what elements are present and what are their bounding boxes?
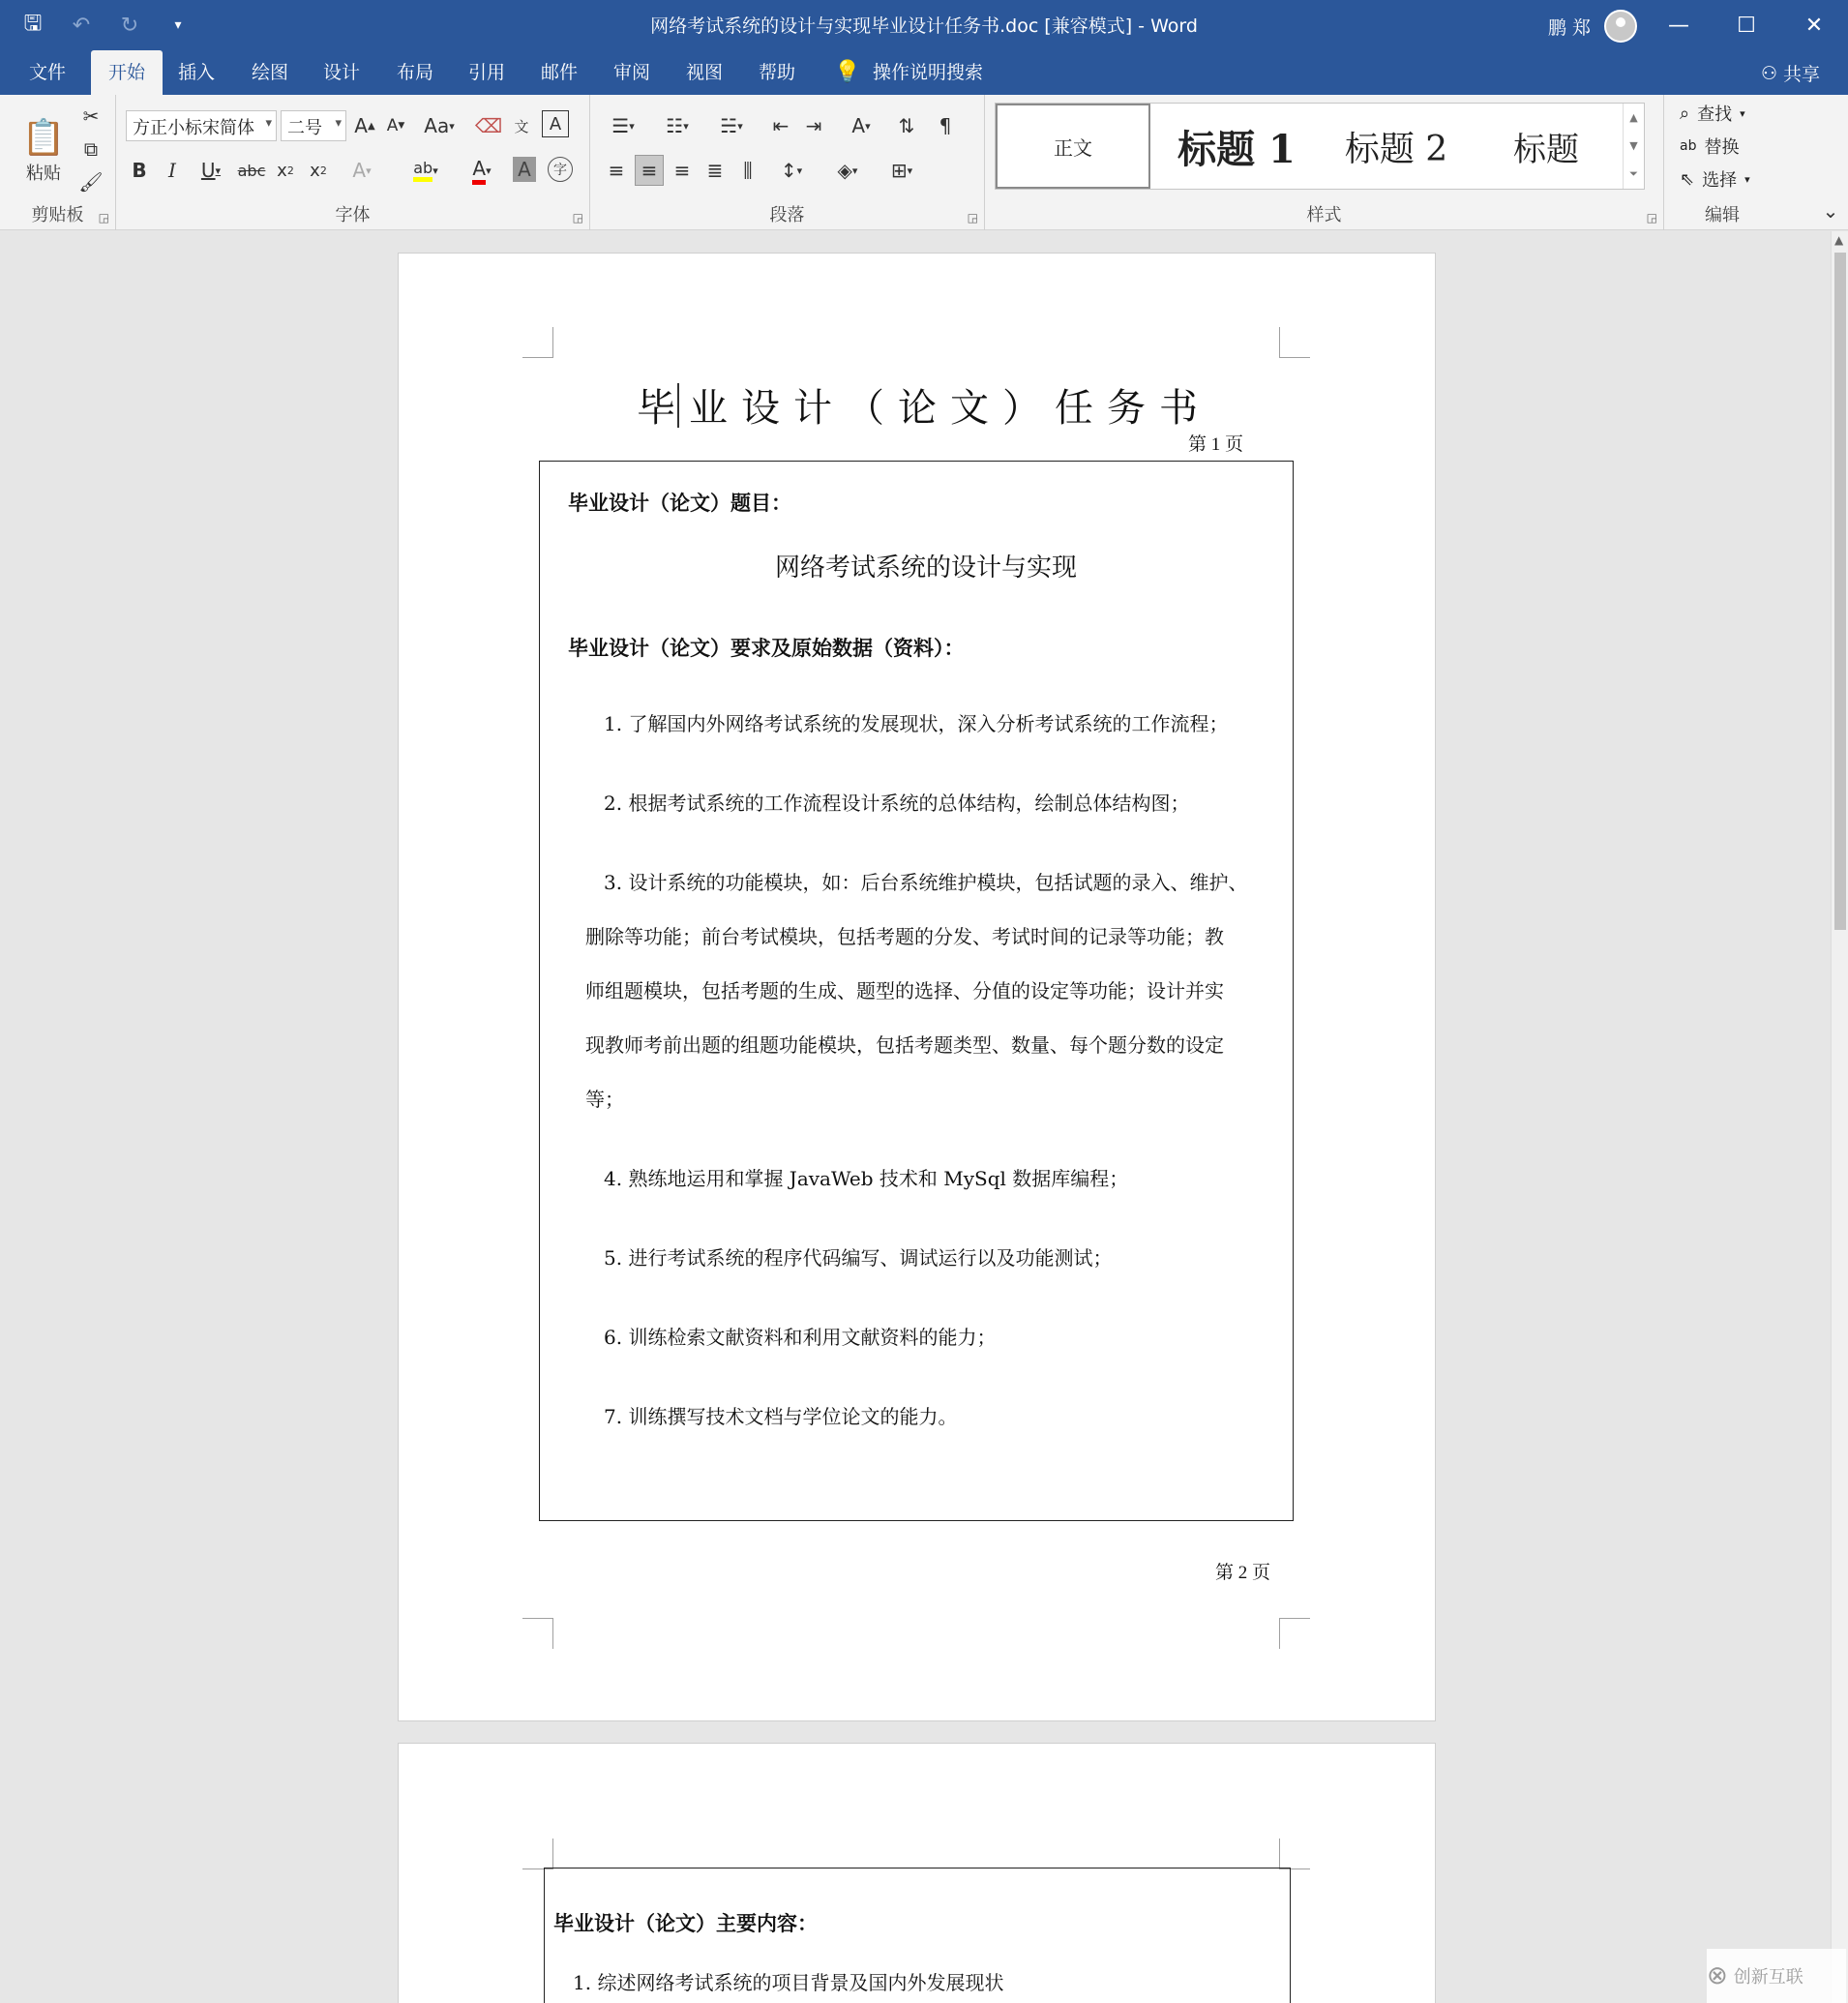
tab-insert[interactable]: 插入 bbox=[178, 62, 216, 83]
user-account[interactable] bbox=[1548, 10, 1637, 43]
decrease-indent-icon[interactable]: ⇤ bbox=[772, 114, 790, 137]
cut-icon[interactable]: ✂ bbox=[82, 105, 100, 128]
requirements-heading: 毕业设计（论文）要求及原始数据（资料）： bbox=[568, 637, 965, 660]
scroll-down-icon[interactable]: ▼ bbox=[1629, 139, 1638, 152]
strikethrough-icon[interactable]: abc bbox=[237, 161, 266, 180]
replace-icon: ab bbox=[1680, 138, 1697, 154]
align-left-icon[interactable]: ≡ bbox=[608, 159, 625, 182]
tab-draw[interactable]: 绘图 bbox=[252, 62, 289, 83]
replace-label: 替换 bbox=[1704, 137, 1740, 158]
crop-mark bbox=[522, 1618, 553, 1649]
find-button[interactable]: ⌕ 查找 ▾ bbox=[1680, 101, 1745, 126]
tell-me-search[interactable]: 操作说明搜索 bbox=[873, 62, 984, 83]
requirement-item: 6. 训练检索文献资料和利用文献资料的能力； bbox=[604, 1326, 997, 1349]
copy-icon[interactable]: ⧉ bbox=[83, 137, 99, 161]
dialog-launcher-icon[interactable]: ◲ bbox=[967, 211, 978, 224]
crop-mark bbox=[522, 1839, 553, 1869]
scroll-up-icon[interactable]: ▲ bbox=[1834, 233, 1844, 247]
ribbon-tabs bbox=[0, 50, 1848, 95]
tab-layout[interactable]: 布局 bbox=[397, 62, 434, 83]
style-heading-1[interactable]: 标题 1 bbox=[1177, 126, 1296, 172]
requirement-item: 删除等功能；前台考试模块，包括考题的分发、考试时间的记录等功能；教 bbox=[585, 925, 1224, 948]
tab-help[interactable]: 帮助 bbox=[759, 62, 796, 83]
find-label: 查找 bbox=[1697, 105, 1733, 125]
search-icon: ⌕ bbox=[1680, 103, 1690, 124]
share-label: 共享 bbox=[1783, 64, 1821, 85]
increase-indent-icon[interactable]: ⇥ bbox=[805, 114, 822, 137]
watermark-logo bbox=[1707, 1949, 1846, 2003]
tab-home[interactable]: 开始 bbox=[91, 50, 163, 95]
vertical-scrollbar[interactable] bbox=[1831, 231, 1848, 2003]
requirement-item: 1. 了解国内外网络考试系统的发展现状，深入分析考试系统的工作流程； bbox=[604, 712, 1229, 735]
phonetic-guide-icon[interactable]: 文 bbox=[514, 117, 529, 135]
line-spacing-icon[interactable]: ↕ ▾ bbox=[780, 159, 803, 182]
subscript-icon[interactable]: x 2 bbox=[277, 160, 294, 181]
paste-label: 粘贴 bbox=[26, 164, 61, 184]
format-painter-icon[interactable]: 🖌 bbox=[78, 170, 104, 194]
style-title[interactable]: 标题 bbox=[1513, 130, 1579, 169]
numbering-icon[interactable]: ☷ ▾ bbox=[666, 114, 689, 137]
dialog-launcher-icon[interactable]: ◲ bbox=[98, 211, 109, 224]
save-icon[interactable]: 🖫 bbox=[23, 12, 43, 36]
scrollbar-thumb[interactable] bbox=[1834, 253, 1846, 930]
font-name-combo[interactable]: 方正小标宋简体 ▾ bbox=[126, 110, 277, 141]
clipboard-group bbox=[0, 95, 116, 230]
asian-layout-icon[interactable]: A ▾ bbox=[851, 114, 871, 137]
editing-label: 编辑 bbox=[1705, 205, 1740, 225]
watermark-text: 创新互联 bbox=[1733, 1967, 1803, 1988]
show-marks-icon[interactable]: ¶ bbox=[939, 114, 952, 137]
redo-icon[interactable]: ↻ bbox=[120, 13, 139, 38]
share-button[interactable] bbox=[1761, 60, 1820, 86]
window-controls bbox=[1645, 0, 1848, 50]
gallery-scroll[interactable] bbox=[1623, 104, 1644, 189]
more-styles-icon[interactable]: ⏷ bbox=[1629, 167, 1638, 180]
character-shading-icon[interactable]: A bbox=[513, 157, 536, 182]
font-size-combo[interactable]: 二号 ▾ bbox=[281, 110, 346, 141]
crop-mark bbox=[1279, 1618, 1310, 1649]
font-group bbox=[116, 95, 590, 230]
bold-icon[interactable]: B bbox=[132, 159, 147, 182]
bullets-icon[interactable]: ☰ ▾ bbox=[611, 114, 635, 137]
character-border-icon[interactable]: A bbox=[542, 110, 569, 137]
tab-mailings[interactable]: 邮件 bbox=[541, 62, 579, 83]
crop-mark bbox=[1279, 1839, 1310, 1869]
grow-font-icon[interactable]: A ▲ bbox=[354, 114, 375, 137]
thesis-topic: 网络考试系统的设计与实现 bbox=[774, 553, 1077, 583]
person-icon: ⚇ bbox=[1761, 62, 1778, 84]
minimize-icon[interactable]: — bbox=[1668, 13, 1689, 38]
requirement-item: 3. 设计系统的功能模块，如：后台系统维护模块，包括试题的录入、维护、 bbox=[604, 871, 1248, 894]
text-effects-icon[interactable]: A ▾ bbox=[352, 159, 372, 182]
requirement-item: 4. 熟练地运用和掌握 JavaWeb 技术和 MySql 数据库编程； bbox=[604, 1167, 1129, 1190]
tab-references[interactable]: 引用 bbox=[468, 62, 506, 83]
dialog-launcher-icon[interactable]: ◲ bbox=[572, 211, 583, 224]
change-case-button[interactable]: Aa ▾ bbox=[424, 114, 455, 137]
highlight-icon[interactable]: ab ▾ bbox=[404, 155, 447, 186]
replace-button[interactable] bbox=[1680, 134, 1739, 159]
lightbulb-icon: 💡 bbox=[834, 60, 861, 84]
requirement-item: 7. 训练撰写技术文档与学位论文的能力。 bbox=[604, 1405, 958, 1428]
shrink-font-icon[interactable]: A ▼ bbox=[386, 116, 405, 135]
tab-view[interactable]: 视图 bbox=[686, 62, 724, 83]
ribbon bbox=[0, 95, 1848, 230]
paragraph-label: 段落 bbox=[769, 205, 805, 225]
center-icon[interactable]: ≡ bbox=[635, 155, 664, 186]
window-title: 网络考试系统的设计与实现毕业设计任务书.doc [兼容模式] - Word bbox=[650, 15, 1198, 37]
paste-icon: 📋 bbox=[21, 118, 66, 158]
crop-mark bbox=[1279, 327, 1310, 358]
scroll-up-icon[interactable]: ▲ bbox=[1629, 111, 1638, 124]
requirement-item: 5. 进行考试系统的程序代码编写、调试运行以及功能测试； bbox=[604, 1246, 1113, 1270]
select-button[interactable]: ⇖ 选择 ▾ bbox=[1680, 166, 1750, 192]
page-number-label: 第 2 页 bbox=[1215, 1563, 1271, 1583]
styles-gallery bbox=[995, 103, 1645, 190]
close-icon[interactable]: ✕ bbox=[1804, 13, 1824, 38]
shading-icon[interactable]: ◈ ▾ bbox=[837, 159, 858, 182]
content-heading: 毕业设计（论文）主要内容： bbox=[553, 1912, 818, 1935]
clear-formatting-icon[interactable]: ⌫ bbox=[474, 114, 503, 137]
dialog-launcher-icon[interactable]: ◲ bbox=[1646, 211, 1657, 224]
requirement-item: 师组题模块，包括考题的生成、题型的选择、分值的设定等功能；设计并实 bbox=[585, 979, 1224, 1002]
justify-icon[interactable]: ≣ bbox=[706, 159, 724, 182]
select-label: 选择 bbox=[1702, 170, 1738, 191]
cursor-icon: ⇖ bbox=[1680, 168, 1695, 190]
page-number-label: 第 1 页 bbox=[1188, 434, 1244, 455]
crop-mark bbox=[522, 327, 553, 358]
requirement-item: 2. 根据考试系统的工作流程设计系统的总体结构，绘制总体结构图； bbox=[604, 792, 1190, 815]
styles-group bbox=[985, 95, 1664, 230]
style-normal[interactable]: 正文 bbox=[996, 104, 1150, 189]
font-label: 字体 bbox=[335, 205, 371, 225]
underline-icon[interactable]: U ▾ bbox=[200, 159, 222, 182]
enclose-characters-icon[interactable]: 字 bbox=[548, 157, 573, 182]
requirement-item: 等； bbox=[585, 1088, 624, 1111]
font-color-icon[interactable]: A ▾ bbox=[461, 155, 503, 186]
superscript-icon[interactable]: x 2 bbox=[310, 160, 327, 181]
collapse-ribbon-icon[interactable]: ⌄ bbox=[1822, 199, 1839, 223]
multilevel-list-icon[interactable]: ☵ ▾ bbox=[720, 114, 743, 137]
avatar[interactable] bbox=[1604, 10, 1637, 43]
user-name: 鹏 郑 bbox=[1548, 16, 1592, 39]
distributed-icon[interactable]: ⫼ bbox=[743, 159, 753, 182]
logo-icon: ⊗ bbox=[1707, 1961, 1728, 1990]
borders-icon[interactable]: ⊞ ▾ bbox=[890, 159, 913, 182]
styles-label: 样式 bbox=[1306, 205, 1342, 225]
paragraph-group bbox=[590, 95, 985, 230]
requirement-item: 现教师考前出题的组题功能模块，包括考题类型、数量、每个题分数的设定 bbox=[585, 1033, 1224, 1057]
content-item: 1. 综述网络考试系统的项目背景及国内外发展现状 bbox=[573, 1971, 1004, 1994]
tab-design[interactable]: 设计 bbox=[323, 62, 361, 83]
topic-heading: 毕业设计（论文）题目： bbox=[568, 492, 791, 515]
tab-file[interactable]: 文件 bbox=[29, 62, 67, 83]
italic-icon[interactable]: I bbox=[168, 159, 176, 182]
undo-icon[interactable]: ↶ bbox=[72, 13, 91, 38]
style-heading-2[interactable]: 标题 2 bbox=[1344, 129, 1448, 169]
maximize-icon[interactable]: ☐ bbox=[1737, 13, 1756, 38]
clipboard-label: 剪贴板 bbox=[31, 205, 84, 225]
sort-icon[interactable]: ⇅ bbox=[898, 114, 915, 137]
title-bar bbox=[0, 0, 1848, 50]
change-case-label: Aa bbox=[424, 114, 450, 137]
align-right-icon[interactable]: ≡ bbox=[673, 159, 691, 182]
customize-qat-icon[interactable]: ▾ bbox=[174, 17, 182, 33]
paste-button[interactable] bbox=[15, 103, 72, 199]
document-title: 毕业设计（论文）任务书 bbox=[637, 386, 1211, 431]
editing-group bbox=[1664, 95, 1780, 230]
tab-review[interactable]: 审阅 bbox=[613, 62, 651, 83]
